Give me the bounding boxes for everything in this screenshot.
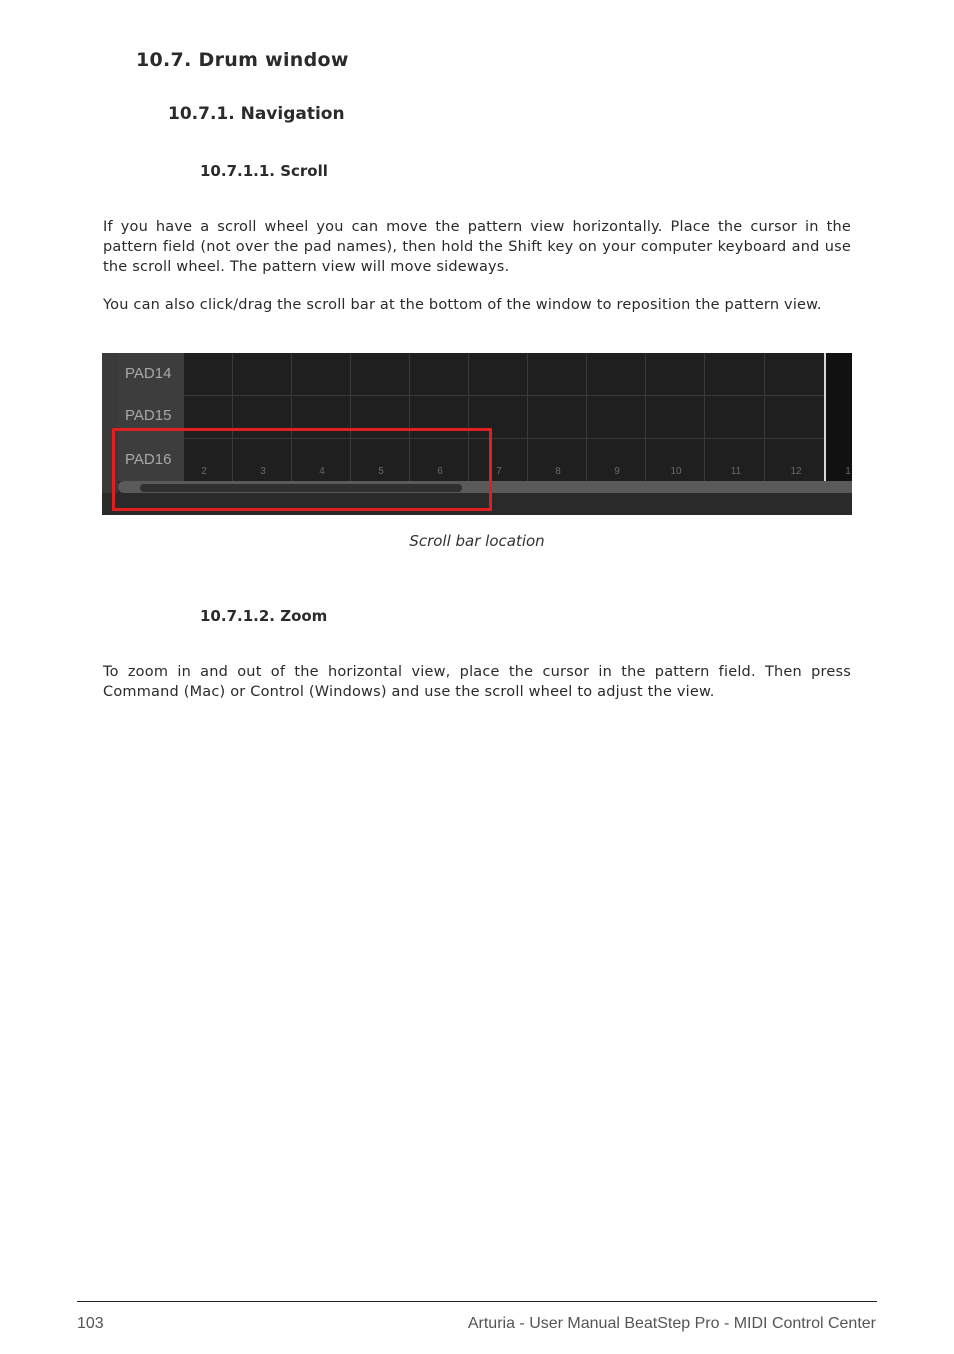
step-number: 10 — [670, 466, 682, 477]
step-number: 4 — [319, 466, 325, 477]
step-number: 1 — [845, 466, 851, 477]
step-number: 9 — [614, 466, 620, 477]
scroll-heading: 10.7.1.1. Scroll — [200, 162, 328, 180]
grid-column-line — [645, 353, 646, 481]
grid-column-line — [704, 353, 705, 481]
step-number: 3 — [260, 466, 266, 477]
pad-label: PAD16 — [125, 451, 172, 468]
step-number: 11 — [730, 466, 742, 477]
zoom-paragraph: To zoom in and out of the horizontal view, place the cursor in the pattern field. Then press Command (Mac) or Control (Windows) and use the scroll wheel to adjust the view. — [103, 664, 851, 700]
footer-title: Arturia - User Manual BeatStep Pro - MIDI Control Center — [467, 1315, 876, 1332]
scroll-paragraph-2: You can also click/drag the scroll bar at the bottom of the window to reposition the pattern view. — [103, 297, 822, 313]
scroll-bar-highlight-box — [112, 428, 492, 511]
step-number: 8 — [555, 466, 561, 477]
pad-label: PAD14 — [125, 365, 172, 382]
pad-label: PAD15 — [125, 407, 172, 424]
step-number: 5 — [378, 466, 384, 477]
step-number: 7 — [496, 466, 502, 477]
subsection-heading: 10.7.1. Navigation — [168, 104, 345, 124]
step-number: 2 — [201, 466, 207, 477]
scroll-paragraph-1: If you have a scroll wheel you can move the pattern view horizontally. Place the cursor in the pattern field (not over the pad names), then hold the Shift key on your computer keyboard and use the scroll wheel. The pattern view will move sideways. — [103, 219, 851, 275]
zoom-heading: 10.7.1.2. Zoom — [200, 607, 328, 625]
figure-caption: Scroll bar location — [409, 532, 545, 550]
step-number: 6 — [437, 466, 443, 477]
grid-column-line — [586, 353, 587, 481]
drum-window-screenshot — [102, 353, 852, 515]
grid-column-line — [764, 353, 765, 481]
pattern-end-region — [824, 353, 852, 481]
step-number: 12 — [790, 466, 802, 477]
grid-column-line — [527, 353, 528, 481]
section-heading: 10.7. Drum window — [136, 49, 349, 71]
page-number: 103 — [77, 1315, 104, 1332]
pattern-end-marker — [824, 353, 826, 481]
footer-divider — [77, 1301, 877, 1302]
grid-row-line — [184, 395, 824, 396]
